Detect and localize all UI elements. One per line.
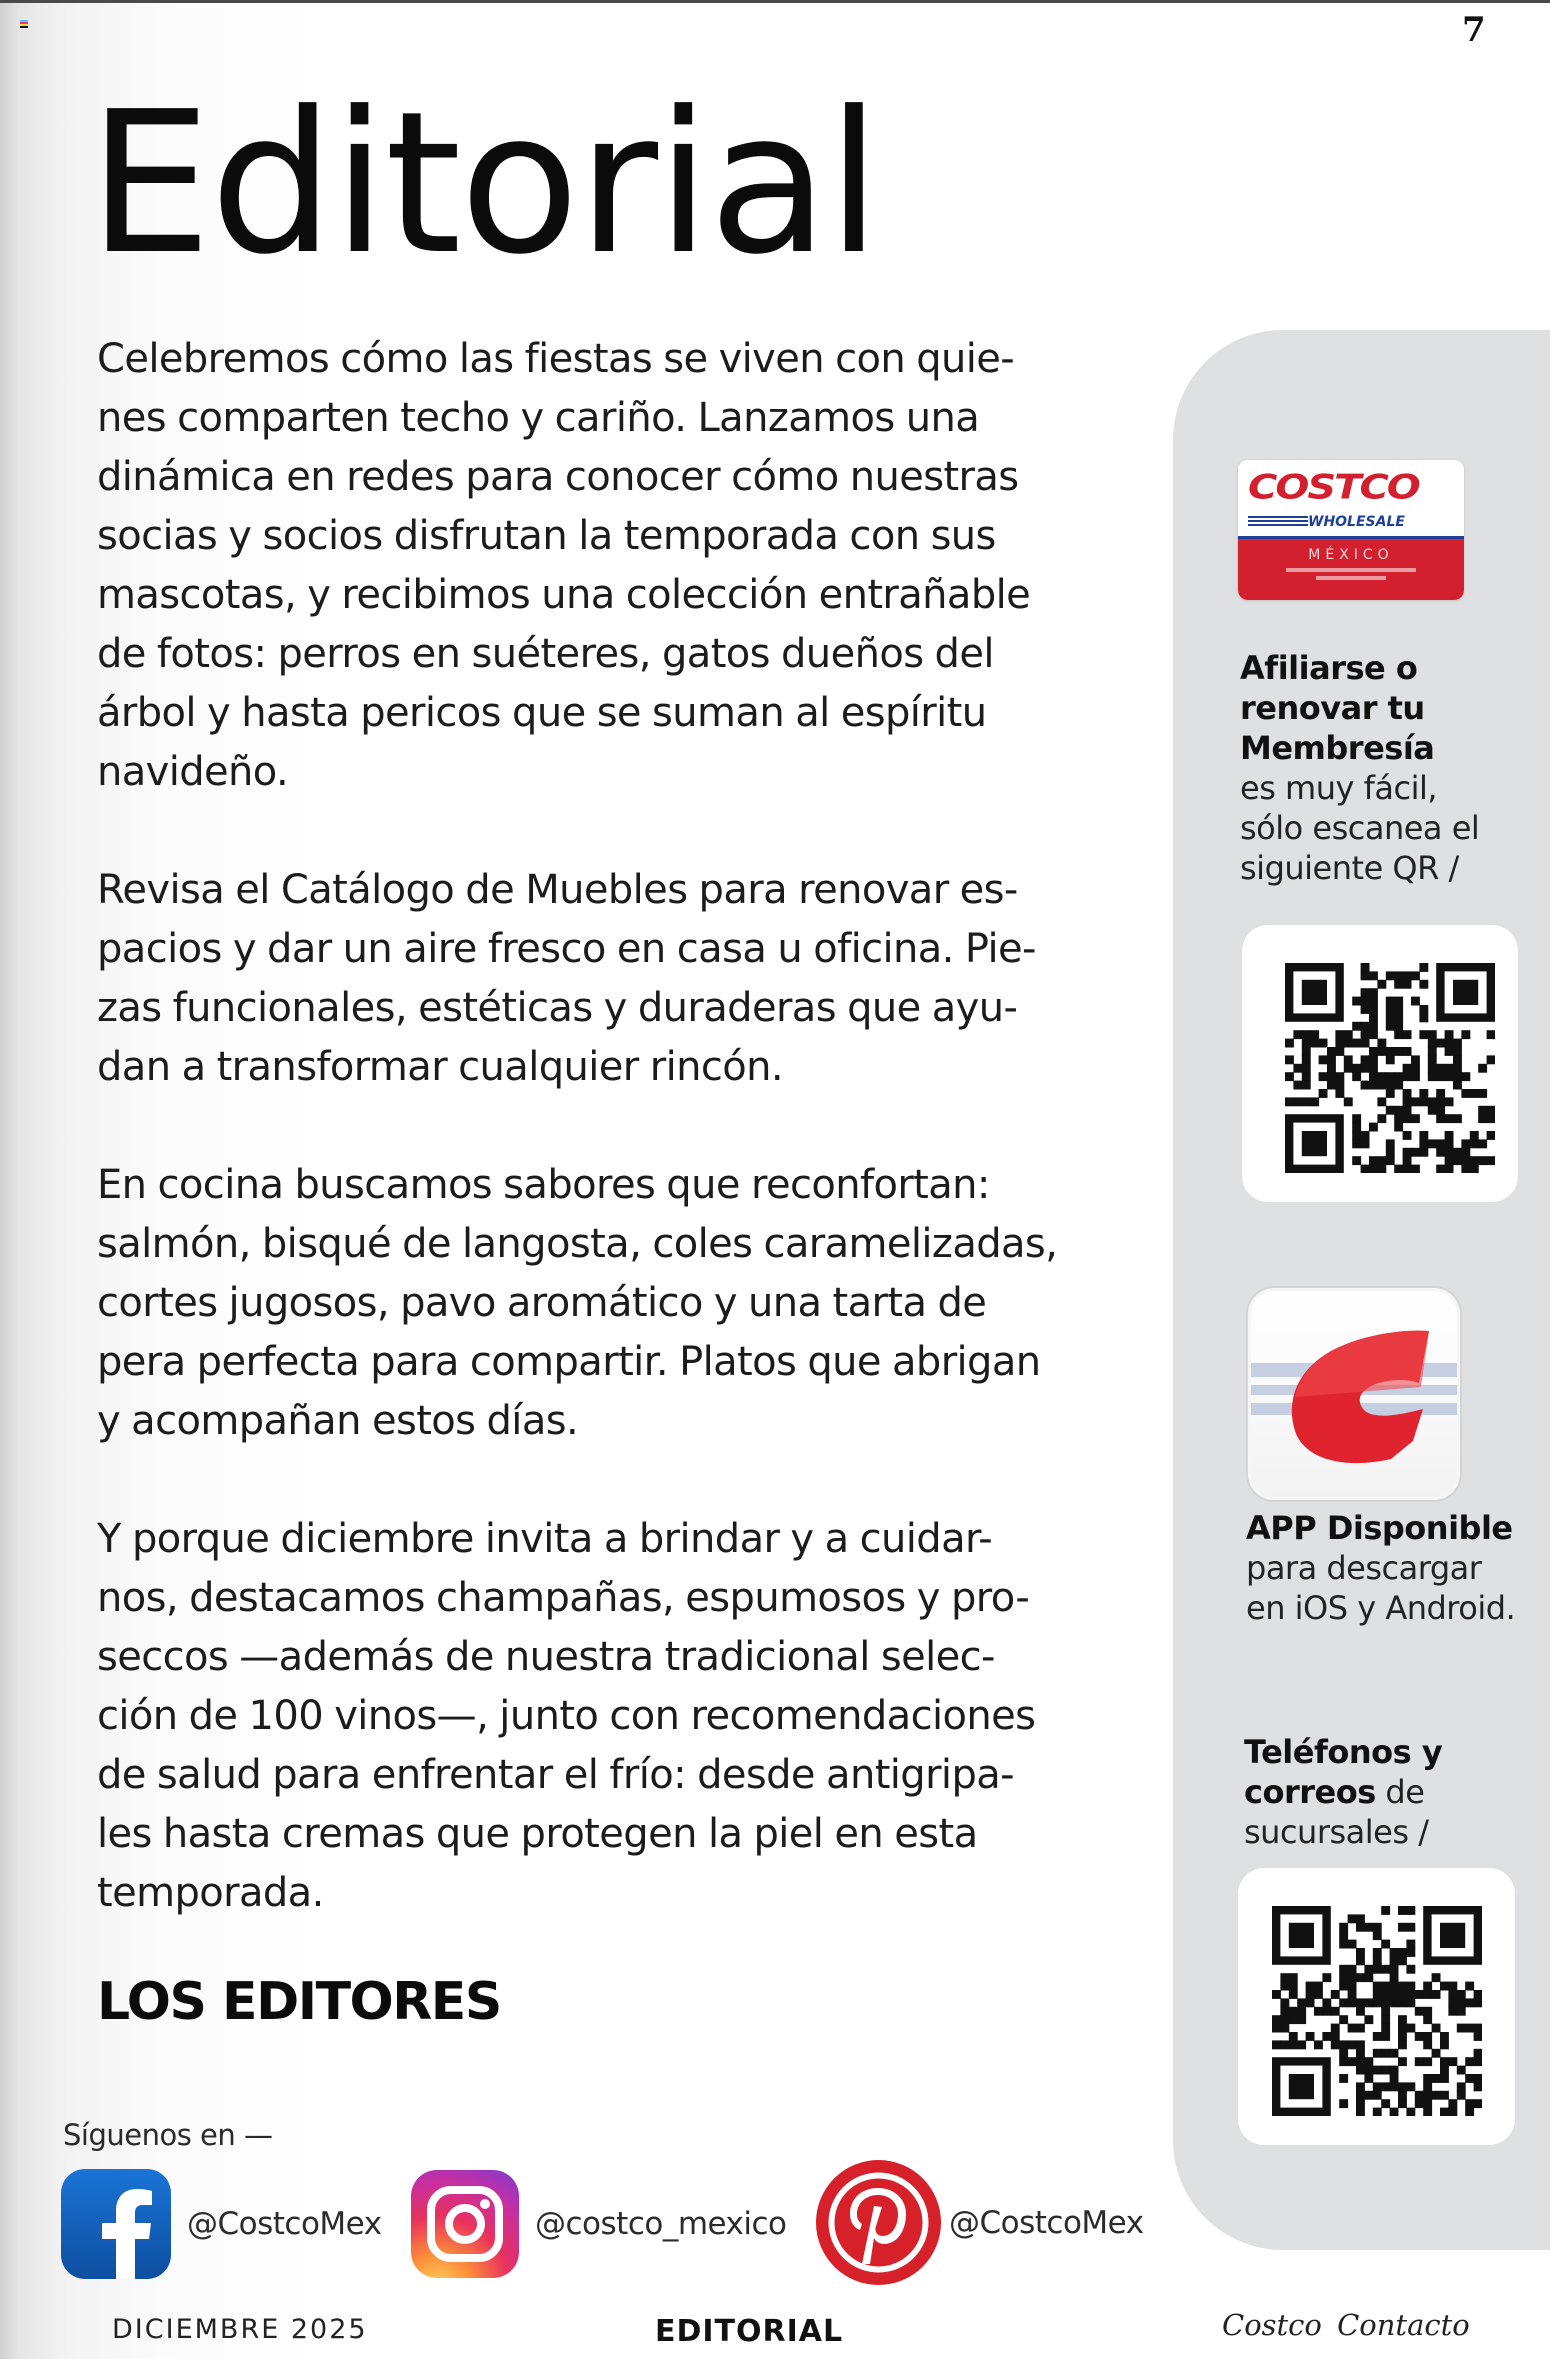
logo-stripes — [1248, 516, 1308, 528]
branches-body: de — [1375, 1773, 1425, 1811]
instagram-icon — [411, 2170, 519, 2278]
pinterest-link[interactable] — [816, 2160, 1144, 2285]
pinterest-handle: @CostcoMex — [949, 2204, 1144, 2241]
membership-body-line: siguiente QR / — [1240, 849, 1459, 887]
text-line: seccos —además de nuestra tradicional selec- — [97, 1634, 995, 1680]
text-line: dinámica en redes para conocer cómo nuestras — [97, 454, 1019, 500]
membership-qr-code[interactable] — [1242, 925, 1518, 1202]
follow-us-label: Síguenos en — — [63, 2118, 273, 2152]
qr-code-icon — [1285, 963, 1495, 1173]
text-line: salmón, bisqué de langosta, coles caramelizadas, — [97, 1221, 1058, 1267]
paragraph-2 — [97, 861, 1127, 1097]
membership-heading-line: Membresía — [1240, 729, 1435, 767]
text-line: pera perfecta para compartir. Platos que abrigan — [97, 1339, 1041, 1385]
text-line: mascotas, y recibimos una colección entrañable — [97, 572, 1031, 618]
paragraph-1 — [97, 330, 1127, 802]
text-line: Y porque diciembre invita a brindar y a cuidar- — [97, 1516, 993, 1562]
branches-heading-line: Teléfonos y — [1244, 1733, 1443, 1771]
text-line: Revisa el Catálogo de Muebles para renovar es- — [97, 867, 1018, 913]
text-line: de fotos: perros en suéteres, gatos dueños del — [97, 631, 994, 677]
paragraph-3 — [97, 1156, 1127, 1451]
facebook-icon — [61, 2169, 171, 2279]
text-line: navideño. — [97, 749, 289, 795]
wholesale-logo: WHOLESALE — [1308, 514, 1405, 530]
app-body-line: en iOS y Android. — [1246, 1589, 1516, 1627]
page-number: 7 — [1462, 10, 1486, 50]
card-fine-print — [1286, 568, 1416, 572]
text-line: temporada. — [97, 1870, 324, 1916]
app-text — [1246, 1508, 1515, 1628]
text-line: dan a transformar cualquier rincón. — [97, 1044, 783, 1090]
membership-text — [1240, 648, 1479, 888]
footer-publication: Costco Contacto — [1222, 2308, 1470, 2342]
editorial-body — [97, 330, 1127, 1982]
footer-section: EDITORIAL — [655, 2314, 844, 2349]
text-line: En cocina buscamos sabores que reconfortan: — [97, 1162, 990, 1208]
text-line: pacios y dar un aire fresco en casa u oficina. Pie- — [97, 926, 1036, 972]
print-registration-mark — [20, 20, 28, 30]
instagram-link[interactable] — [411, 2168, 787, 2280]
branches-heading-line: correos — [1244, 1773, 1376, 1811]
text-line: les hasta cremas que protegen la piel en esta — [97, 1811, 978, 1857]
text-line: de salud para enfrentar el frío: desde antigripa- — [97, 1752, 1014, 1798]
branches-text — [1244, 1732, 1442, 1852]
text-line: Celebremos cómo las fiestas se viven con quie- — [97, 336, 1015, 382]
text-line: cortes jugosos, pavo aromático y una tarta de — [97, 1280, 987, 1326]
text-line: zas funcionales, estéticas y duraderas que ayu- — [97, 985, 1018, 1031]
costco-c-logo-icon — [1251, 1291, 1457, 1497]
card-country: MÉXICO — [1308, 547, 1394, 563]
page-title: Editorial — [88, 70, 880, 298]
branches-qr-code[interactable] — [1238, 1868, 1515, 2145]
membership-body-line: es muy fácil, — [1240, 769, 1438, 807]
text-line: socias y socios disfrutan la temporada con sus — [97, 513, 996, 559]
membership-card — [1238, 460, 1464, 600]
membership-heading-line: Afiliarse o — [1240, 649, 1418, 687]
text-line: árbol y hasta pericos que se suman al espíritu — [97, 690, 987, 736]
signature: LOS EDITORES — [97, 1972, 501, 2032]
costco-app-icon[interactable] — [1248, 1288, 1460, 1500]
qr-code-icon — [1272, 1906, 1482, 2116]
text-line: nos, destacamos champañas, espumosos y pro- — [97, 1575, 1030, 1621]
facebook-handle: @CostcoMex — [187, 2206, 382, 2242]
footer-date: DICIEMBRE 2025 — [112, 2314, 368, 2345]
membership-heading-line: renovar tu — [1240, 689, 1425, 727]
text-line: nes comparten techo y cariño. Lanzamos una — [97, 395, 980, 441]
costco-logo: COSTCO — [1248, 468, 1419, 508]
app-heading: APP Disponible — [1246, 1509, 1513, 1547]
text-line: ción de 100 vinos—, junto con recomendaciones — [97, 1693, 1036, 1739]
branches-body-line: sucursales / — [1244, 1813, 1429, 1851]
card-fine-print — [1316, 576, 1386, 580]
top-border — [0, 0, 1550, 3]
pinterest-icon — [816, 2160, 941, 2285]
paragraph-4 — [97, 1510, 1127, 1923]
facebook-link[interactable] — [61, 2168, 382, 2280]
instagram-handle: @costco_mexico — [535, 2206, 787, 2242]
text-line: y acompañan estos días. — [97, 1398, 579, 1444]
membership-body-line: sólo escanea el — [1240, 809, 1480, 847]
app-body-line: para descargar — [1246, 1549, 1482, 1587]
